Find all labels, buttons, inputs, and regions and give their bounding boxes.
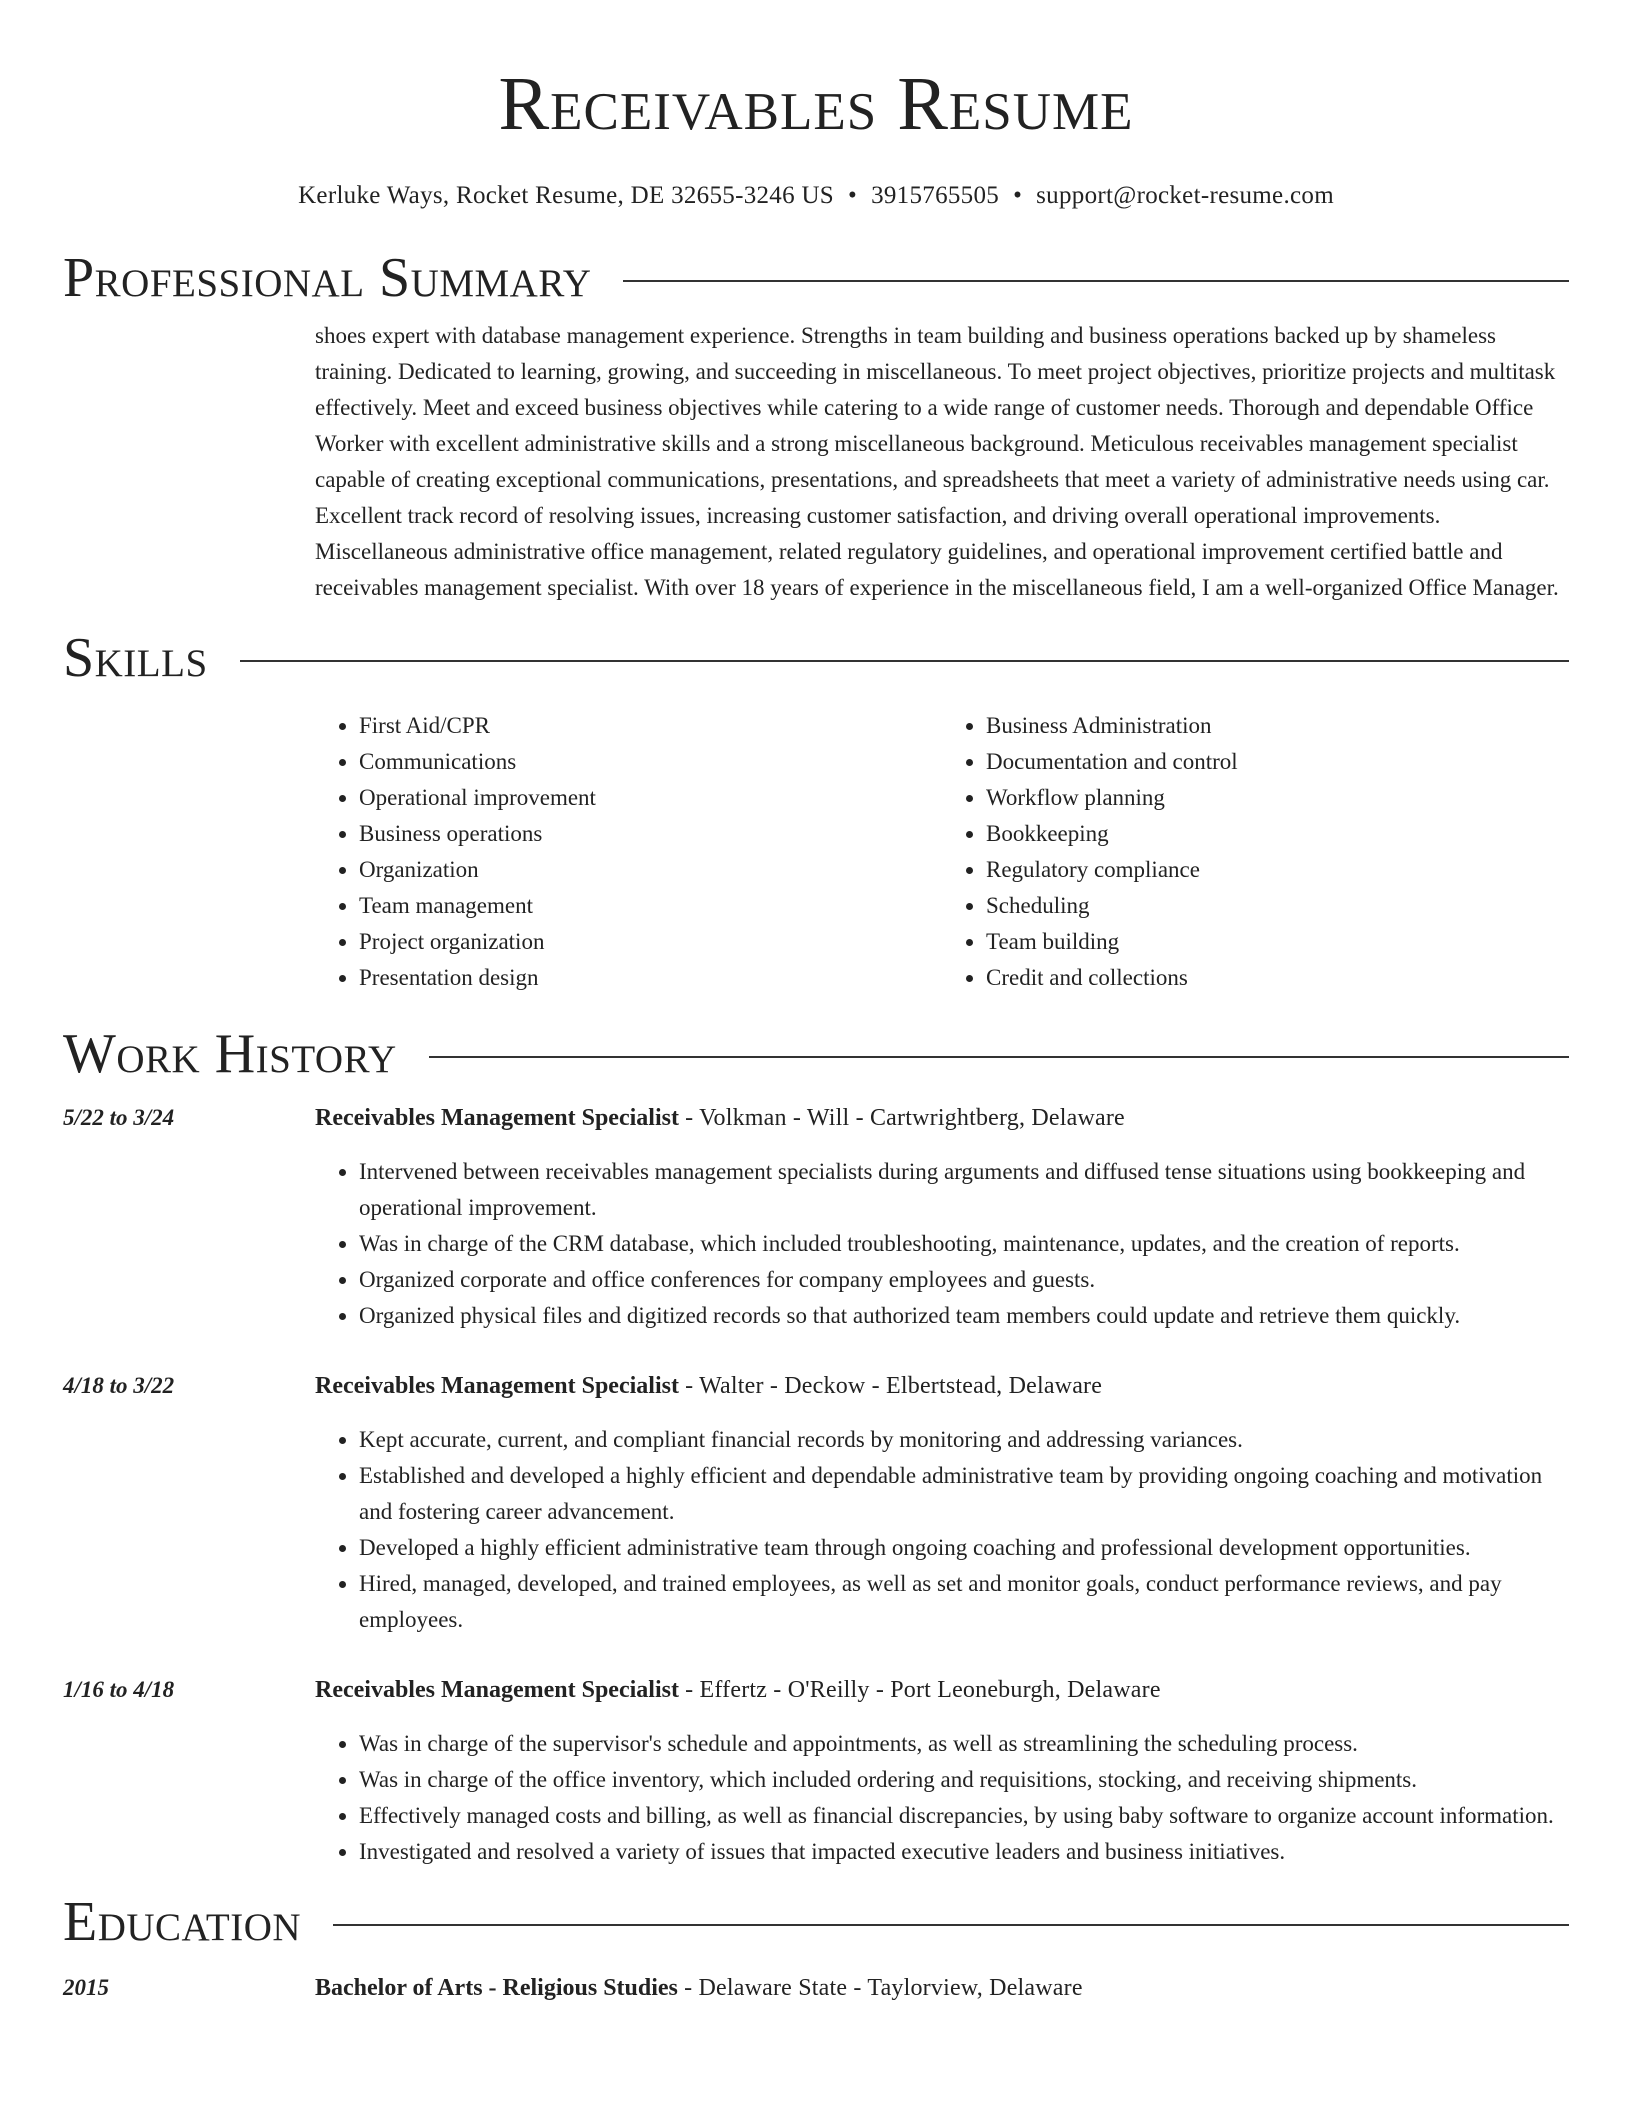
entry-bullets — [315, 1726, 1569, 1870]
summary-section — [63, 248, 1569, 606]
summary-text: shoes expert with database management experience. Strengths in team building and business operations backed up by shameless training. Dedicated to learning, growing, and succeeding in miscellaneous. To meet project objectives, prioritize projects and multitask effectively. Meet and exceed business objectives while catering to a wide range of customer needs. Thorough and dependable Office Worker with excellent administrative skills and a strong miscellaneous background. Meticulous receivables management specialist capable of creating exceptional communications, presentations, and spreadsheets that meet a variety of administrative needs using car. Excellent track record of resolving issues, increasing customer satisfaction, and driving overall operational improvements. Miscellaneous administrative office management, related regulatory guidelines, and operational improvement certified battle and receivables management specialist. With over 18 years of experience in the miscellaneous field, I am a well-organized Office Manager. — [315, 323, 1559, 600]
entry-title: Bachelor of Arts - Religious Studies — [315, 1975, 678, 2001]
entry-bullet: • Investigated and resolved a variety of issues that impacted executive leaders and business initiatives. — [359, 1834, 1569, 1870]
entry-bullets — [315, 1422, 1569, 1638]
work-history-list — [63, 1100, 1569, 1870]
entry-heading — [315, 1672, 1569, 1708]
entry-company: - Walter - Deckow - Elbertstead, Delaware — [678, 1373, 1103, 1399]
skills-section — [63, 628, 1569, 996]
skill-item: • Workflow planning — [986, 780, 1569, 816]
skill-item: • Documentation and control — [986, 744, 1569, 780]
section-title-education: Education — [63, 1891, 302, 1953]
entry-bullet: • Organized physical files and digitized records so that authorized team members could update and retrieve them quickly. — [359, 1298, 1569, 1334]
section-title-summary: Professional Summary — [63, 247, 592, 309]
entry-date: 4/18 to 3/22 — [63, 1373, 175, 1398]
entry-bullet: • Established and developed a highly efficient and dependable administrative team by providing ongoing coaching and motivation and fostering career advancement. — [359, 1458, 1569, 1530]
contact-address: Kerluke Ways, Rocket Resume, DE 32655-3246 US — [298, 182, 835, 209]
section-heading — [63, 1024, 1569, 1084]
entry-bullet: • Effectively managed costs and billing, as well as financial discrepancies, by using baby software to organize account information. — [359, 1798, 1569, 1834]
section-title-skills: Skills — [63, 627, 208, 689]
entry-bullet: • Was in charge of the supervisor's schedule and appointments, as well as streamlining the scheduling process. — [359, 1726, 1569, 1762]
entry-company: - Effertz - O'Reilly - Port Leoneburgh, Delaware — [678, 1677, 1161, 1703]
entry-bullet: • Hired, managed, developed, and trained employees, as well as set and monitor goals, conduct performance reviews, and pay employees. — [359, 1566, 1569, 1638]
entry-title: Receivables Management Specialist — [315, 1105, 679, 1131]
section-heading — [63, 628, 1569, 688]
contact-separator: • — [1013, 182, 1023, 209]
skills-list — [315, 708, 1569, 996]
entry-heading — [315, 1368, 1569, 1404]
entry-body — [315, 1672, 1569, 1870]
skill-item: • Team building — [986, 924, 1569, 960]
skill-item: • Scheduling — [986, 888, 1569, 924]
contact-phone: 3915765505 — [871, 182, 1000, 209]
entry-body — [315, 1368, 1569, 1638]
contact-separator: • — [848, 182, 858, 209]
entry-company: - Volkman - Will - Cartwrightberg, Delaware — [678, 1105, 1125, 1131]
entry-bullet: • Developed a highly efficient administrative team through ongoing coaching and professional development opportunities. — [359, 1530, 1569, 1566]
entry-bullet: • Kept accurate, current, and compliant financial records by monitoring and addressing variances. — [359, 1422, 1569, 1458]
section-rule — [429, 1056, 1569, 1058]
summary-content — [315, 318, 1569, 606]
section-rule — [240, 660, 1569, 662]
skill-item: • Project organization — [359, 924, 942, 960]
resume-name: Receivables Resume — [498, 62, 1134, 146]
entry-body — [315, 1100, 1569, 1334]
skill-item: • Business operations — [359, 816, 942, 852]
job-entry — [63, 1368, 1569, 1638]
entry-title: Receivables Management Specialist — [315, 1373, 679, 1399]
section-heading — [63, 1892, 1569, 1952]
entry-bullet: • Was in charge of the CRM database, which included troubleshooting, maintenance, updates, and the creation of reports. — [359, 1226, 1569, 1262]
education-section — [63, 1892, 1569, 2006]
skill-item: • First Aid/CPR — [359, 708, 942, 744]
job-entry — [63, 1100, 1569, 1334]
skill-item: • Bookkeeping — [986, 816, 1569, 852]
entry-heading — [315, 1970, 1569, 2006]
entry-heading — [315, 1100, 1569, 1136]
skill-item: • Communications — [359, 744, 942, 780]
skill-item: • Credit and collections — [986, 960, 1569, 996]
skill-item: • Team management — [359, 888, 942, 924]
entry-company: - Delaware State - Taylorview, Delaware — [677, 1975, 1083, 2001]
skill-item: • Operational improvement — [359, 780, 942, 816]
skills-column-left — [315, 708, 942, 996]
contact-line — [0, 180, 1632, 212]
skill-item: • Business Administration — [986, 708, 1569, 744]
entry-bullet: • Organized corporate and office conferences for company employees and guests. — [359, 1262, 1569, 1298]
entry-date: 5/22 to 3/24 — [63, 1105, 175, 1130]
entry-date: 1/16 to 4/18 — [63, 1677, 175, 1702]
entry-body — [315, 1970, 1569, 2006]
job-entry — [63, 1672, 1569, 1870]
skills-column-right — [942, 708, 1569, 996]
work-section — [63, 1024, 1569, 1870]
section-rule — [623, 280, 1569, 282]
entry-title: Receivables Management Specialist — [315, 1677, 679, 1703]
entry-bullet: • Intervened between receivables management specialists during arguments and diffused tense situations using bookkeeping and operational improvement. — [359, 1154, 1569, 1226]
skill-item: • Regulatory compliance — [986, 852, 1569, 888]
resume-header — [0, 0, 1632, 212]
education-list — [63, 1970, 1569, 2006]
entry-date: 2015 — [63, 1975, 109, 2000]
entry-bullet: • Was in charge of the office inventory, which included ordering and requisitions, stocking, and receiving shipments. — [359, 1762, 1569, 1798]
education-entry — [63, 1970, 1569, 2006]
entry-bullets — [315, 1154, 1569, 1334]
skill-item: • Presentation design — [359, 960, 942, 996]
section-title-work: Work History — [63, 1023, 397, 1085]
contact-email: support@rocket-resume.com — [1036, 182, 1334, 209]
section-heading — [63, 248, 1569, 308]
skill-item: • Organization — [359, 852, 942, 888]
section-rule — [333, 1924, 1569, 1926]
